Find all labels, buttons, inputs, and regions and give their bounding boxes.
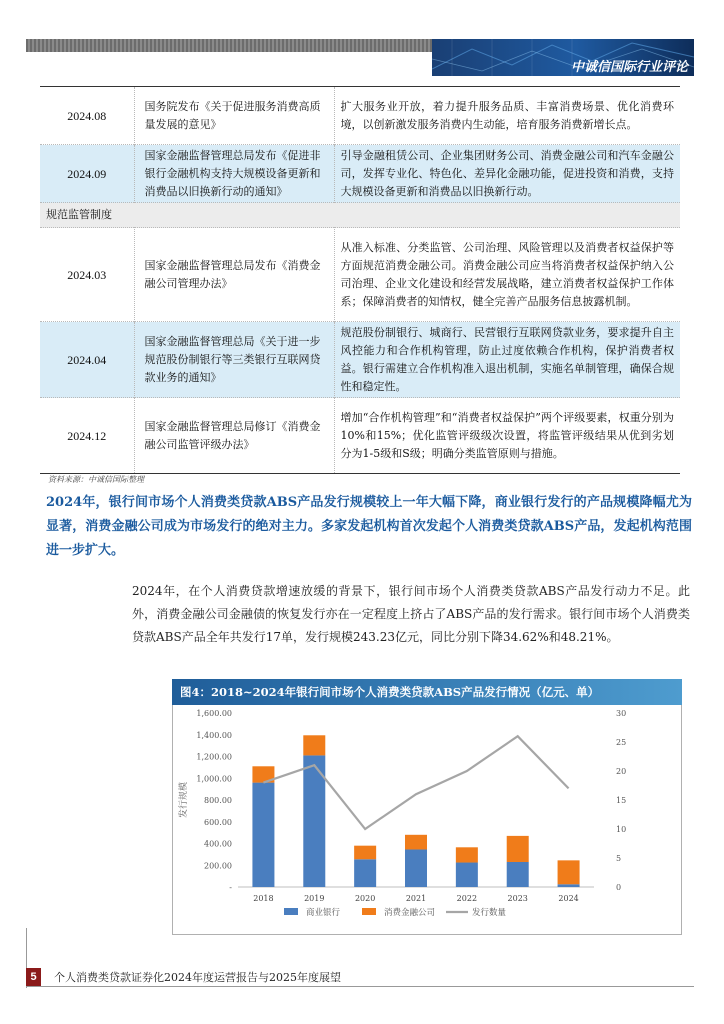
row-document: 国家金融监督管理总局发布《消费金融公司管理办法》 <box>134 228 334 322</box>
y2-tick-label: 5 <box>616 854 622 863</box>
y-tick-label: 1,600.00 <box>196 709 232 718</box>
y-axis-label: 发行规模 <box>179 781 189 819</box>
table-row <box>40 228 680 322</box>
x-tick-label: 2020 <box>354 894 376 903</box>
table-row <box>40 322 680 398</box>
table-section-row <box>40 203 680 228</box>
bar-commercial-bank <box>252 783 274 887</box>
bar-consumer-finance <box>456 847 478 862</box>
bar-commercial-bank <box>507 862 529 887</box>
policy-table <box>40 86 680 474</box>
legend-swatch <box>362 908 376 915</box>
x-tick-label: 2021 <box>405 894 427 903</box>
footer-rule <box>26 986 694 987</box>
y-tick-label: 1,400.00 <box>196 730 232 740</box>
lead-paragraph: 2024年，银行间市场个人消费类贷款ABS产品发行规模较上一年大幅下降，商业银行发行的产品规模降幅尤为显著，消费金融公司成为市场发行的绝对主力。多家发起机构首次发起个人消费类贷款ABS产品，发起机构范围进一步扩大。 <box>46 495 692 558</box>
table-row <box>40 87 680 145</box>
bar-consumer-finance <box>507 836 529 862</box>
row-document: 国家金融监督管理总局修订《消费金融公司监管评级办法》 <box>134 398 334 474</box>
footer-title: 个人消费类贷款证券化2024年度运营报告与2025年度展望 <box>54 971 341 984</box>
y-tick-label: 600.00 <box>204 817 232 827</box>
bar-commercial-bank <box>405 849 427 887</box>
x-tick-label: 2022 <box>456 894 478 903</box>
bar-commercial-bank <box>558 884 580 887</box>
table-row <box>40 145 680 203</box>
row-date: 2024.09 <box>40 145 134 203</box>
row-content: 从准入标准、分类监管、公司治理、风险管理以及消费者权益保护等方面规范消费金融公司。消费金融公司应当将消费者权益保护纳入公司治理、企业文化建设和经营发展战略，建立消费者权益保护工作体系；保障消费者的知情权，健全完善产品服务信息披露机制。 <box>334 228 680 322</box>
bar-commercial-bank <box>354 859 376 887</box>
row-content: 扩大服务业开放，着力提升服务品质、丰富消费场景、优化消费环境，以创新激发服务消费内生动能，培育服务消费新增长点。 <box>334 87 680 145</box>
y2-tick-label: 30 <box>616 709 627 718</box>
row-date: 2024.03 <box>67 267 107 282</box>
bar-commercial-bank <box>456 863 478 887</box>
y2-tick-label: 20 <box>616 767 627 776</box>
bar-consumer-finance <box>558 860 580 884</box>
header-banner <box>432 39 694 76</box>
legend-label: 商业银行 <box>306 908 341 918</box>
header-title: 中诚信国际行业评论 <box>570 60 688 75</box>
x-tick-label: 2019 <box>304 894 325 903</box>
chart-plot <box>172 705 682 935</box>
legend-label: 消费金融公司 <box>384 908 436 918</box>
table-row <box>40 398 680 474</box>
bar-consumer-finance <box>354 846 376 860</box>
x-tick-label: 2018 <box>253 894 274 903</box>
y-tick-label: 1,000.00 <box>196 774 232 784</box>
y2-tick-label: 25 <box>616 738 627 747</box>
legend-swatch <box>284 908 298 915</box>
row-content: 增加“合作机构管理”和“消费者权益保护”两个评级要素，权重分别为10%和15%；优化监管评级级次设置，将监管评级结果从优到劣划分为1-5级和S级；明确分类监管原则与措施。 <box>334 398 680 474</box>
x-tick-label: 2024 <box>558 894 579 903</box>
bar-consumer-finance <box>303 735 325 755</box>
bar-consumer-finance <box>405 835 427 850</box>
legend-label: 发行数量 <box>472 908 507 918</box>
section-label: 规范监管制度 <box>40 203 680 228</box>
y-tick-label: 1,200.00 <box>196 752 232 762</box>
row-content: 引导金融租赁公司、企业集团财务公司、消费金融公司和汽车金融公司，发挥专业化、特色化、差异化金融功能，促进投资和消费，支持大规模设备更新和消费品以旧换新行动。 <box>334 145 680 203</box>
row-document: 国家金融监督管理总局《关于进一步规范股份制银行等三类银行互联网贷款业务的通知》 <box>134 322 334 398</box>
y-tick-label: - <box>229 883 232 892</box>
body-paragraph: 2024年，在个人消费贷款增速放缓的背景下，银行间市场个人消费类贷款ABS产品发行动力不足。此外，消费金融公司金融债的恢复发行亦在一定程度上挤占了ABS产品的发行需求。银行间市场个人消费类贷款ABS产品全年共发行17单，发行规模243.23亿元，同比分别下降34.62%和48.21%。 <box>132 584 690 644</box>
row-content: 规范股份制银行、城商行、民营银行互联网贷款业务，要求提升自主风控能力和合作机构管理，防止过度依赖合作机构，保护消费者权益。银行需建立合作机构准入退出机制，实施名单制管理，确保合规性和稳定性。 <box>334 322 680 398</box>
y2-tick-label: 15 <box>616 796 627 805</box>
y-tick-label: 400.00 <box>204 839 232 849</box>
chart-title: 图4：2018~2024年银行间市场个人消费类贷款ABS产品发行情况（亿元、单） <box>172 679 682 705</box>
row-document: 国务院发布《关于促进服务消费高质量发展的意见》 <box>134 87 334 145</box>
y2-tick-label: 0 <box>616 883 622 892</box>
row-date: 2024.08 <box>67 108 107 123</box>
y-tick-label: 800.00 <box>204 796 232 805</box>
x-tick-label: 2023 <box>507 894 528 903</box>
row-date: 2024.12 <box>67 428 107 443</box>
row-document: 国家金融监督管理总局发布《促进非银行金融机构支持大规模设备更新和消费品以旧换新行动的通知》 <box>134 145 334 203</box>
page-number: 5 <box>26 968 41 986</box>
table-source: 资料来源：中诚信国际整理 <box>48 475 144 484</box>
y-tick-label: 200.00 <box>204 861 232 871</box>
row-date: 2024.04 <box>40 322 134 398</box>
y2-tick-label: 10 <box>616 825 627 834</box>
